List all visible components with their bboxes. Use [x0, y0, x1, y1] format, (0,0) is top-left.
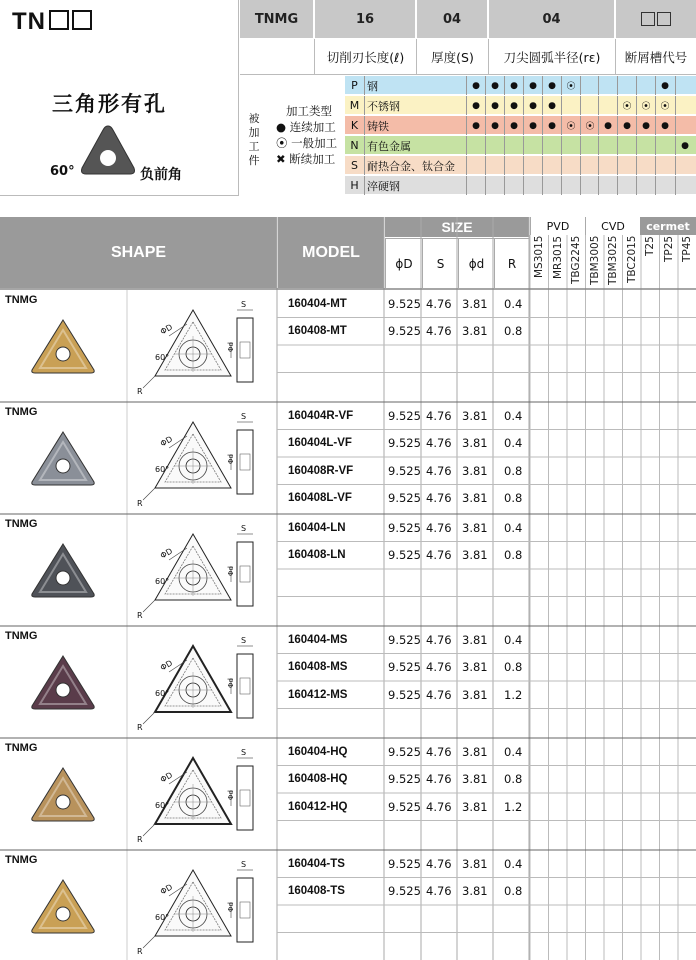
- material-mark: ●: [655, 116, 674, 135]
- technical-drawing: [135, 632, 275, 732]
- dim-hole-value: 3.81: [462, 632, 488, 647]
- group-label: TNMG: [5, 518, 38, 530]
- dim-d-value: 9.525: [388, 744, 421, 759]
- dim-s-value: 4.76: [426, 408, 452, 423]
- model-code: 160404-LN: [288, 521, 346, 534]
- group-label: TNMG: [5, 294, 38, 306]
- material-code: K: [345, 116, 365, 135]
- group-label: TNMG: [5, 406, 38, 418]
- dim-s-label: S: [241, 636, 247, 645]
- material-name: 铸铁: [367, 119, 389, 133]
- dim-s-value: 4.76: [426, 296, 452, 311]
- shape-header: SHAPE: [0, 217, 277, 288]
- dim-s-value: 4.76: [426, 520, 452, 535]
- material-name: 不锈钢: [367, 99, 400, 113]
- model-code: 160408R-VF: [288, 464, 354, 477]
- insert-photo-icon: [28, 652, 98, 712]
- dim-s-value: 4.76: [426, 744, 452, 759]
- material-mark: ●: [617, 116, 636, 135]
- dim-d-value: 9.525: [388, 660, 421, 675]
- insert-photo-icon: [28, 764, 98, 824]
- dim-s-value: 4.76: [426, 324, 452, 339]
- material-mark: ●: [466, 96, 485, 115]
- dim-r-value: 0.8: [504, 324, 523, 339]
- dim-hole-label: Φd: [227, 902, 235, 912]
- workpiece-label: 被加工件: [248, 112, 260, 167]
- material-mark: ●: [485, 116, 504, 135]
- size-col-header: ϕD: [385, 238, 422, 288]
- material-mark: ●: [523, 96, 542, 115]
- dim-s-value: 4.76: [426, 632, 452, 647]
- material-name: 钢: [367, 79, 378, 93]
- material-mark: ●: [655, 76, 674, 95]
- dim-r-value: 0.8: [504, 463, 523, 478]
- technical-drawing: [135, 856, 275, 956]
- material-code: P: [345, 76, 365, 95]
- shape-name: 三角形有孔: [52, 92, 167, 116]
- dim-r-value: 0.4: [504, 744, 523, 759]
- dim-hole-value: 3.81: [462, 744, 488, 759]
- dim-r-label: R: [137, 835, 143, 844]
- legend-interrupted: ✖ 断续加工: [276, 152, 336, 166]
- material-mark: ●: [466, 116, 485, 135]
- dim-d-value: 9.525: [388, 772, 421, 787]
- material-mark: ●: [485, 76, 504, 95]
- dim-s-value: 4.76: [426, 548, 452, 563]
- dim-hole-value: 3.81: [462, 408, 488, 423]
- dim-angle-label: 60°: [155, 353, 170, 362]
- dim-hole-value: 3.81: [462, 491, 488, 506]
- dim-hole-value: 3.81: [462, 856, 488, 871]
- dim-d-label: ΦD: [158, 434, 175, 449]
- dim-hole-value: 3.81: [462, 799, 488, 814]
- material-mark: ●: [485, 96, 504, 115]
- dim-hole-label: Φd: [227, 566, 235, 576]
- legend-continuous: ● 连续加工: [276, 120, 336, 134]
- legend-general: ⦿ 一般加工: [276, 136, 338, 150]
- dim-angle-label: 60°: [155, 689, 170, 698]
- model-code: 160404-TS: [288, 857, 345, 870]
- dim-s-value: 4.76: [426, 660, 452, 675]
- dim-r-label: R: [137, 499, 143, 508]
- size-col-header: S: [422, 238, 458, 288]
- dim-r-label: R: [137, 723, 143, 732]
- dim-r-value: 0.8: [504, 491, 523, 506]
- dim-s-label: S: [241, 300, 247, 309]
- dim-r-value: 0.8: [504, 660, 523, 675]
- dim-s-value: 4.76: [426, 491, 452, 506]
- dim-s-value: 4.76: [426, 436, 452, 451]
- material-mark: ⦿: [561, 116, 580, 135]
- col-16-header: 16: [315, 0, 416, 38]
- material-mark: ●: [504, 96, 523, 115]
- material-code: N: [345, 136, 365, 155]
- dim-r-value: 0.4: [504, 408, 523, 423]
- dim-angle-label: 60°: [155, 801, 170, 810]
- material-mark: ●: [504, 116, 523, 135]
- sub-chipbreaker: 断屑槽代号: [616, 39, 696, 75]
- model-code: 160408-LN: [288, 549, 346, 562]
- dim-hole-label: Φd: [227, 454, 235, 464]
- dim-angle-label: 60°: [155, 913, 170, 922]
- dim-d-value: 9.525: [388, 324, 421, 339]
- model-code: 160412-MS: [288, 688, 348, 701]
- dim-d-value: 9.525: [388, 856, 421, 871]
- material-mark: ●: [466, 76, 485, 95]
- technical-drawing: [135, 296, 275, 396]
- dim-d-label: ΦD: [158, 658, 175, 673]
- model-code: 160412-HQ: [288, 800, 348, 813]
- grade-col-tp45: TP45: [681, 236, 693, 263]
- dim-s-value: 4.76: [426, 799, 452, 814]
- model-code: 160404R-VF: [288, 409, 354, 422]
- material-code: M: [345, 96, 365, 115]
- model-code: 160408L-VF: [288, 492, 352, 505]
- dim-s-label: S: [241, 860, 247, 869]
- dim-d-value: 9.525: [388, 520, 421, 535]
- material-mark: ●: [542, 116, 561, 135]
- sub-thickness: 厚度(S): [417, 39, 489, 75]
- dim-r-value: 1.2: [504, 687, 523, 702]
- dim-d-value: 9.525: [388, 436, 421, 451]
- dim-hole-value: 3.81: [462, 463, 488, 478]
- size-col-header: R: [494, 238, 529, 288]
- designation-header: TNMG: [240, 0, 314, 38]
- material-mark: ⦿: [655, 96, 674, 115]
- dim-r-value: 0.4: [504, 856, 523, 871]
- dim-s-label: S: [241, 748, 247, 757]
- technical-drawing: [135, 408, 275, 508]
- material-mark: ⦿: [636, 96, 655, 115]
- material-name: 耐热合金、钛合金: [367, 159, 455, 173]
- dim-hole-value: 3.81: [462, 548, 488, 563]
- material-mark: ⦿: [561, 76, 580, 95]
- grade-col-tbm3005: TBM3005: [588, 236, 601, 286]
- insert-code-title: TN: [12, 8, 92, 36]
- dim-r-value: 0.4: [504, 632, 523, 647]
- model-code: 160408-HQ: [288, 773, 348, 786]
- material-code: S: [345, 156, 365, 175]
- group-label: TNMG: [5, 630, 38, 642]
- col-04a-header: 04: [417, 0, 488, 38]
- grade-col-tbg2245: TBG2245: [570, 236, 582, 285]
- material-code: H: [345, 176, 365, 195]
- insert-photo-icon: [28, 540, 98, 600]
- sub-cutting-edge: 切削刃长度(ℓ): [315, 39, 417, 75]
- dim-d-value: 9.525: [388, 463, 421, 478]
- rake-label: 负前角: [140, 167, 182, 183]
- dim-d-label: ΦD: [158, 770, 175, 785]
- insert-photo-icon: [28, 876, 98, 936]
- dim-hole-value: 3.81: [462, 436, 488, 451]
- technical-drawing: [135, 744, 275, 844]
- material-mark: ●: [523, 116, 542, 135]
- dim-hole-value: 3.81: [462, 884, 488, 899]
- insert-photo-icon: [28, 428, 98, 488]
- dim-r-value: 0.4: [504, 296, 523, 311]
- dim-d-value: 9.525: [388, 296, 421, 311]
- model-code: 160404-MS: [288, 633, 348, 646]
- material-mark: ●: [523, 76, 542, 95]
- dim-s-label: S: [241, 412, 247, 421]
- dim-d-value: 9.525: [388, 632, 421, 647]
- dim-hole-value: 3.81: [462, 324, 488, 339]
- dim-r-value: 0.8: [504, 884, 523, 899]
- material-mark: ●: [542, 96, 561, 115]
- dim-d-value: 9.525: [388, 408, 421, 423]
- size-col-header: ϕd: [458, 238, 494, 288]
- material-mark: ●: [504, 76, 523, 95]
- insert-photo-icon: [28, 316, 98, 376]
- material-name: 有色金属: [367, 139, 411, 153]
- coating-pvd: PVD: [530, 217, 585, 235]
- dim-hole-value: 3.81: [462, 772, 488, 787]
- sub-nose-radius: 刀尖圆弧半径(rε): [489, 39, 616, 75]
- dim-s-value: 4.76: [426, 687, 452, 702]
- dim-r-label: R: [137, 947, 143, 956]
- dim-d-label: ΦD: [158, 546, 175, 561]
- model-code: 160404L-VF: [288, 437, 352, 450]
- group-label: TNMG: [5, 854, 38, 866]
- dim-angle-label: 60°: [155, 577, 170, 586]
- dim-hole-label: Φd: [227, 678, 235, 688]
- dim-d-value: 9.525: [388, 799, 421, 814]
- dim-hole-value: 3.81: [462, 520, 488, 535]
- coating-cermet: cermet: [640, 217, 696, 235]
- dim-r-value: 0.8: [504, 772, 523, 787]
- grade-col-tbc2015: TBC2015: [625, 236, 638, 284]
- material-name: 淬硬钢: [367, 179, 400, 193]
- dim-d-label: ΦD: [158, 322, 175, 337]
- dim-d-label: ΦD: [158, 882, 175, 897]
- dim-s-value: 4.76: [426, 463, 452, 478]
- model-code: 160404-MT: [288, 297, 347, 310]
- dim-hole-value: 3.81: [462, 687, 488, 702]
- material-mark: ⦿: [617, 96, 636, 115]
- coating-cvd: CVD: [585, 217, 640, 235]
- material-mark: ●: [675, 136, 694, 155]
- dim-r-value: 1.2: [504, 799, 523, 814]
- dim-hole-value: 3.81: [462, 660, 488, 675]
- grade-col-tbm3025: TBM3025: [607, 236, 619, 286]
- material-mark: ●: [542, 76, 561, 95]
- material-mark: ●: [598, 116, 617, 135]
- dim-d-value: 9.525: [388, 491, 421, 506]
- group-label: TNMG: [5, 742, 38, 754]
- dim-r-value: 0.4: [504, 436, 523, 451]
- dim-s-value: 4.76: [426, 772, 452, 787]
- grade-col-tp25: TP25: [662, 236, 675, 263]
- dim-r-value: 0.8: [504, 548, 523, 563]
- model-header: MODEL: [278, 217, 384, 288]
- dim-s-value: 4.76: [426, 884, 452, 899]
- angle-label: 60°: [50, 164, 75, 179]
- dim-d-value: 9.525: [388, 884, 421, 899]
- dim-d-value: 9.525: [388, 687, 421, 702]
- grade-col-ms3015: MS3015: [533, 236, 545, 279]
- dim-s-value: 4.76: [426, 856, 452, 871]
- technical-drawing: [135, 520, 275, 620]
- dim-s-label: S: [241, 524, 247, 533]
- model-code: 160408-MS: [288, 661, 348, 674]
- dim-hole-label: Φd: [227, 342, 235, 352]
- col-04b-header: 04: [489, 0, 615, 38]
- dim-r-value: 0.4: [504, 520, 523, 535]
- dim-r-label: R: [137, 611, 143, 620]
- model-code: 160404-HQ: [288, 745, 348, 758]
- grade-col-mr3015: MR3015: [551, 236, 564, 280]
- model-code: 160408-TS: [288, 885, 345, 898]
- legend-title: 加工类型: [286, 104, 332, 118]
- material-mark: ●: [636, 116, 655, 135]
- model-code: 160408-MT: [288, 325, 347, 338]
- dim-angle-label: 60°: [155, 465, 170, 474]
- size-header: SIZE: [385, 217, 529, 237]
- dim-hole-value: 3.81: [462, 296, 488, 311]
- dim-r-label: R: [137, 387, 143, 396]
- material-mark: ⦿: [580, 116, 599, 135]
- dim-hole-label: Φd: [227, 790, 235, 800]
- grade-col-t25: T25: [644, 236, 656, 256]
- dim-d-value: 9.525: [388, 548, 421, 563]
